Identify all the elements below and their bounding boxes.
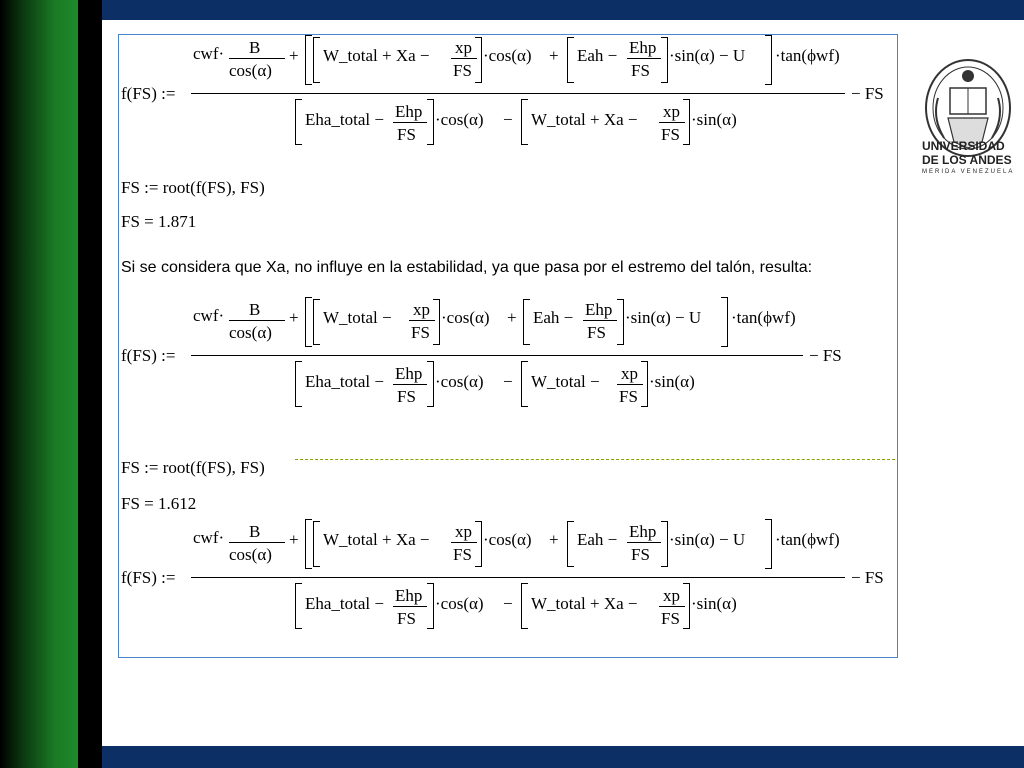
left-decor-bar bbox=[0, 0, 78, 768]
minus-u: ·sin(α) − U bbox=[625, 308, 702, 327]
xp: xp bbox=[663, 102, 680, 121]
fs-den: FS bbox=[411, 323, 430, 342]
fs-den: FS bbox=[631, 61, 650, 80]
tan-term: ·tan(ϕwf) bbox=[775, 46, 840, 65]
ehp: Ehp bbox=[629, 38, 657, 57]
numerator-cwf: cwf· bbox=[193, 306, 225, 325]
fs-den: FS bbox=[453, 61, 472, 80]
university-line2: DE LOS ANDES bbox=[922, 153, 1012, 167]
minus-fs: − FS bbox=[851, 84, 884, 103]
term-w-xa: W_total + Xa − bbox=[323, 46, 430, 65]
fs-den: FS bbox=[619, 387, 638, 406]
top-banner bbox=[102, 0, 1024, 20]
fs-den: FS bbox=[661, 609, 680, 628]
minus: − bbox=[503, 594, 513, 613]
eha-total: Eha_total − bbox=[305, 594, 384, 613]
numerator-B: B bbox=[249, 300, 261, 319]
mult-sin: ·sin(α) bbox=[691, 110, 737, 129]
equation-3 bbox=[119, 519, 897, 649]
fs-den: FS bbox=[631, 545, 650, 564]
plus-1: + bbox=[289, 46, 299, 65]
minus-u: ·sin(α) − U bbox=[669, 530, 746, 549]
minus-fs: − FS bbox=[851, 568, 884, 587]
minus: − bbox=[503, 372, 513, 391]
mult-cos: ·cos(α) bbox=[483, 530, 532, 549]
root-line-1: FS := root(f(FS), FS) bbox=[121, 178, 265, 197]
numerator-cos: cos(α) bbox=[229, 323, 272, 342]
numerator-B: B bbox=[249, 38, 261, 57]
ehp: Ehp bbox=[395, 586, 423, 605]
mult-cos: ·cos(α) bbox=[441, 308, 490, 327]
mathcad-worksheet bbox=[118, 34, 898, 658]
numerator-cwf: cwf· bbox=[193, 528, 225, 547]
ehp: Ehp bbox=[629, 522, 657, 541]
fs-den: FS bbox=[397, 609, 416, 628]
eha-total: Eha_total − bbox=[305, 110, 384, 129]
fs-den: FS bbox=[587, 323, 606, 342]
ehp: Ehp bbox=[395, 364, 423, 383]
fs-den: FS bbox=[453, 545, 472, 564]
bottom-banner bbox=[102, 746, 1024, 768]
university-name bbox=[922, 139, 1014, 177]
ehp: Ehp bbox=[585, 300, 613, 319]
university-location: MERIDA VENEZUELA bbox=[922, 169, 1015, 175]
term-w: W_total − bbox=[531, 372, 600, 391]
mult-cos: ·cos(α) bbox=[435, 372, 484, 391]
xp: xp bbox=[413, 300, 430, 319]
fs-den: FS bbox=[661, 125, 680, 144]
result-1: FS = 1.871 bbox=[121, 212, 197, 231]
term-w-xa: W_total + Xa − bbox=[531, 594, 638, 613]
xp: xp bbox=[621, 364, 638, 383]
mult-cos: ·cos(α) bbox=[435, 594, 484, 613]
term-w-xa: W_total + Xa − bbox=[323, 530, 430, 549]
mult-cos: ·cos(α) bbox=[483, 46, 532, 65]
tan-term: ·tan(ϕwf) bbox=[731, 308, 796, 327]
eq-lhs: f(FS) := bbox=[121, 346, 176, 365]
plus-2: + bbox=[507, 308, 517, 327]
numerator-cos: cos(α) bbox=[229, 545, 272, 564]
fs-den: FS bbox=[397, 125, 416, 144]
result-2: FS = 1.612 bbox=[121, 494, 197, 513]
plus-1: + bbox=[289, 308, 299, 327]
eha-total: Eha_total − bbox=[305, 372, 384, 391]
minus-fs: − FS bbox=[809, 346, 842, 365]
mult-cos: ·cos(α) bbox=[435, 110, 484, 129]
xp: xp bbox=[663, 586, 680, 605]
left-black-strip bbox=[78, 0, 102, 768]
ehp: Ehp bbox=[395, 102, 423, 121]
xp: xp bbox=[455, 522, 472, 541]
numerator-B: B bbox=[249, 522, 261, 541]
fs-den: FS bbox=[397, 387, 416, 406]
xp: xp bbox=[455, 38, 472, 57]
mult-sin: ·sin(α) bbox=[691, 594, 737, 613]
tan-term: ·tan(ϕwf) bbox=[775, 530, 840, 549]
eq-lhs: f(FS) := bbox=[121, 568, 176, 587]
equation-2 bbox=[119, 297, 897, 427]
plus-1: + bbox=[289, 530, 299, 549]
equation-1 bbox=[119, 35, 897, 165]
eah: Eah − bbox=[577, 46, 618, 65]
term-w: W_total − bbox=[323, 308, 392, 327]
mult-sin: ·sin(α) bbox=[649, 372, 695, 391]
term-w-xa: W_total + Xa − bbox=[531, 110, 638, 129]
plus-2: + bbox=[549, 46, 559, 65]
minus: − bbox=[503, 110, 513, 129]
university-line1: UNIVERSIDAD bbox=[922, 139, 1005, 153]
eq-lhs: f(FS) := bbox=[121, 84, 176, 103]
minus-u: ·sin(α) − U bbox=[669, 46, 746, 65]
numerator-cwf: cwf· bbox=[193, 44, 225, 63]
dashed-separator bbox=[295, 459, 895, 460]
numerator-cos: cos(α) bbox=[229, 61, 272, 80]
root-line-2: FS := root(f(FS), FS) bbox=[121, 458, 265, 477]
eah: Eah − bbox=[533, 308, 574, 327]
explanation-paragraph: Si se considera que Xa, no influye en la estabilidad, ya que pasa por el estremo del talón, resulta: bbox=[121, 259, 813, 276]
plus-2: + bbox=[549, 530, 559, 549]
eah: Eah − bbox=[577, 530, 618, 549]
